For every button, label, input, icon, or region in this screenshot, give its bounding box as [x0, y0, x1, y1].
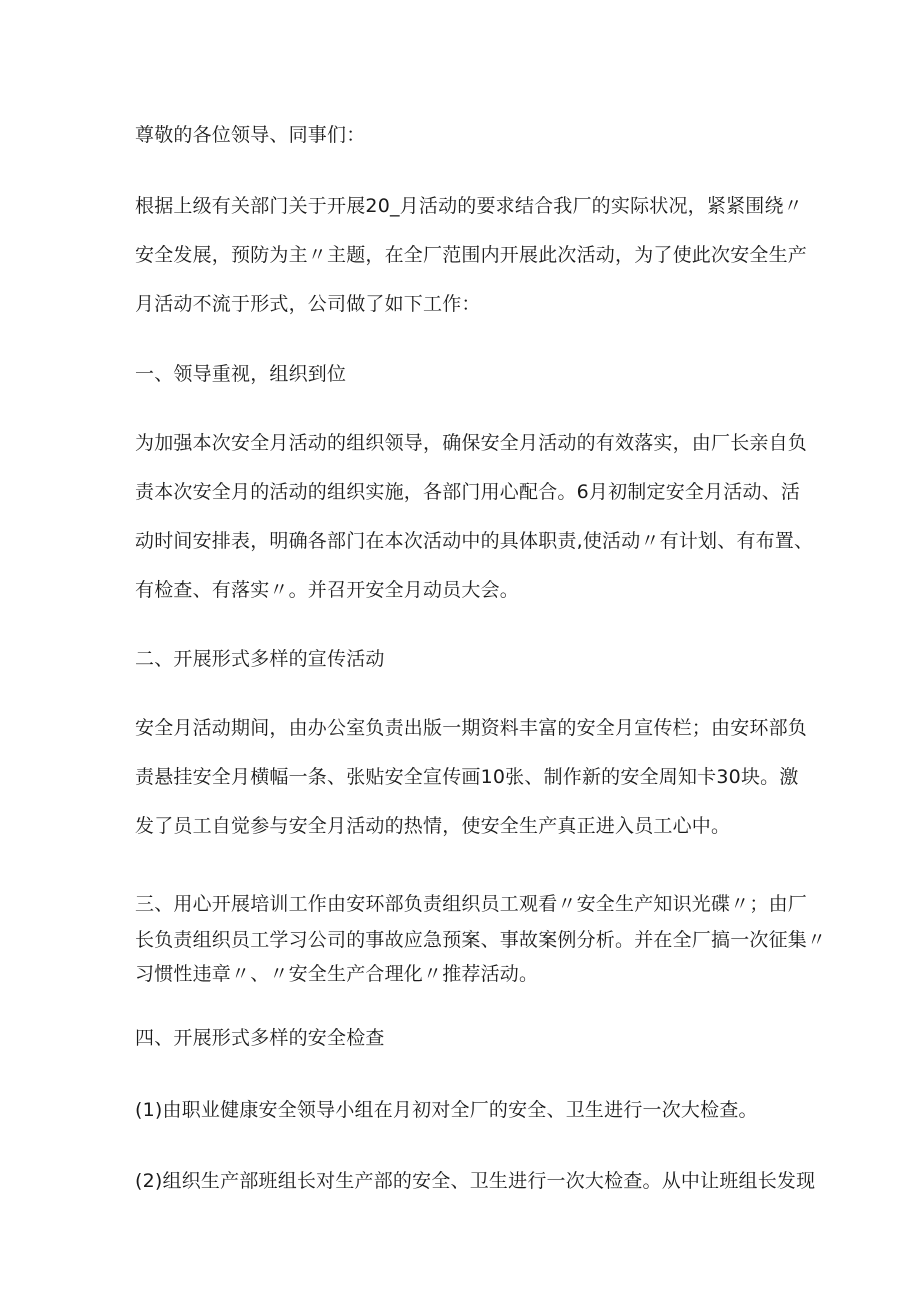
section2-line-2: 责悬挂安全月横幅一条、张贴安全宣传画10张、制作新的安全周知卡30块。激: [135, 766, 799, 788]
section3-line-2: 长负责组织员工学习公司的事故应急预案、事故案例分析。并在全厂搞一次征集〃: [135, 929, 827, 951]
section2-heading: 二、开展形式多样的宣传活动: [135, 648, 385, 670]
section3-line-3: 习惯性违章〃、〃安全生产合理化〃推荐活动。: [135, 963, 539, 985]
section1-line-2: 责本次安全月的活动的组织实施，各部门用心配合。6月初制定安全月活动、活: [135, 481, 801, 503]
section4-heading: 四、开展形式多样的安全检查: [135, 1027, 385, 1049]
section1-line-4: 有检查、有落实〃。并召开安全月动员大会。: [135, 579, 520, 601]
section1-line-3: 动时间安排表，明确各部门在本次活动中的具体职责,使活动〃有计划、有布置、: [135, 530, 814, 552]
intro-line-2: 安全发展，预防为主〃主题，在全厂范围内开展此次活动，为了使此次安全生产: [135, 244, 808, 266]
section2-line-3: 发了员工自觉参与安全月活动的热情，使安全生产真正进入员工心中。: [135, 815, 731, 837]
section4-item-2: (2)组织生产部班组长对生产部的安全、卫生进行一次大检查。从中让班组长发现: [135, 1170, 816, 1192]
intro-line-3: 月活动不流于形式，公司做了如下工作：: [135, 293, 481, 315]
section3-line-1: 三、用心开展培训工作由安环部负责组织员工观看〃安全生产知识光碟〃；由厂: [135, 893, 808, 915]
intro-line-1: 根据上级有关部门关于开展20_月活动的要求结合我厂的实际状况，紧紧围绕〃: [135, 195, 803, 217]
section2-line-1: 安全月活动期间，由办公室负责出版一期资料丰富的安全月宣传栏；由安环部负: [135, 717, 808, 739]
section1-line-1: 为加强本次安全月活动的组织领导，确保安全月活动的有效落实，由厂长亲自负: [135, 432, 808, 454]
greeting: 尊敬的各位领导、同事们：: [135, 124, 366, 146]
section1-heading: 一、领导重视，组织到位: [135, 363, 347, 385]
section4-item-1: (1)由职业健康安全领导小组在月初对全厂的安全、卫生进行一次大检查。: [135, 1099, 758, 1121]
